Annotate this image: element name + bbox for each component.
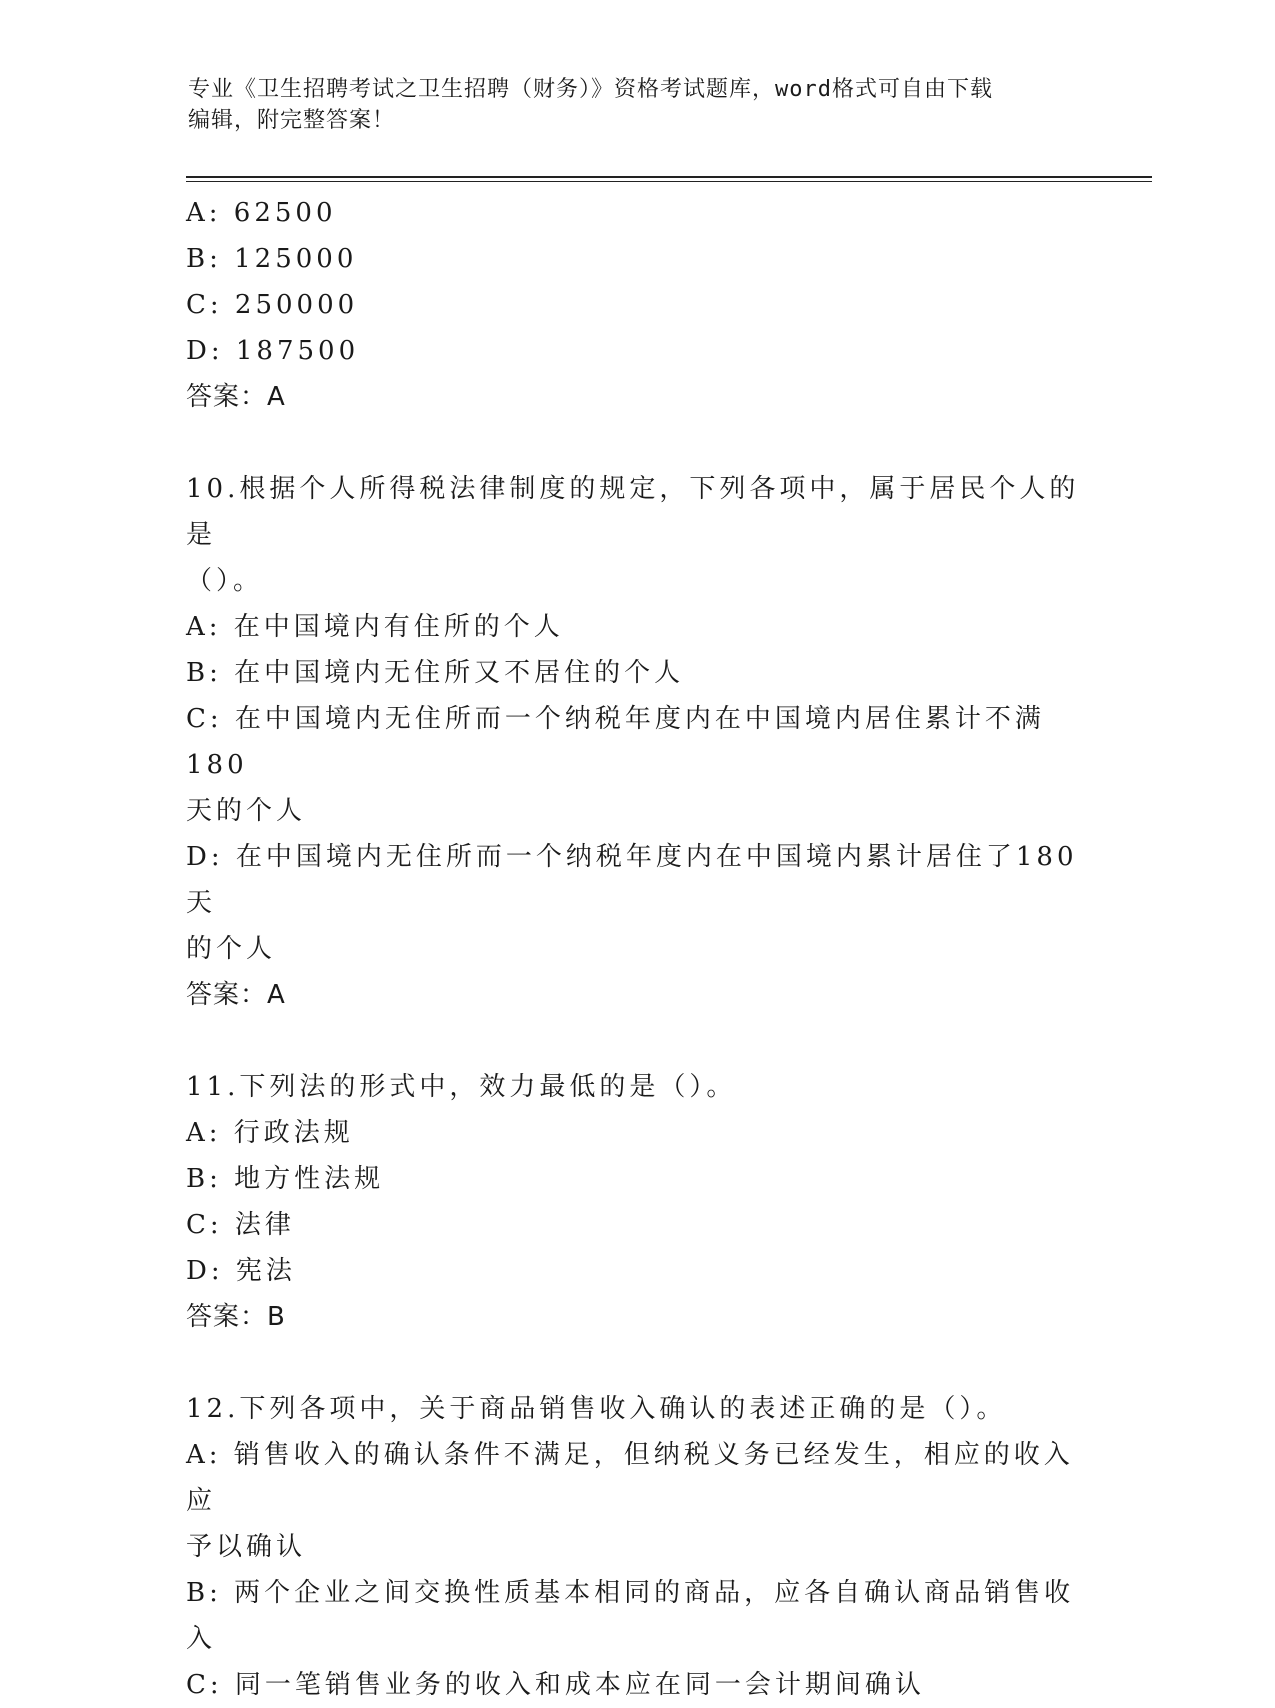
option-b: B: 125000 (186, 244, 358, 274)
option-a: A: 在中国境内有住所的个人 (186, 612, 564, 642)
option-d: D: 宪法 (186, 1256, 296, 1286)
option-b: B: 地方性法规 (186, 1164, 385, 1194)
option-a: A: 行政法规 (186, 1118, 354, 1148)
option-d: D: 在中国境内无住所而一个纳税年度内在中国境内累计居住了180天 (186, 842, 1078, 918)
question-list (186, 190, 1086, 1708)
answer: 答案：A (186, 382, 286, 412)
header-line-1: 专业《卫生招聘考试之卫生招聘（财务）》资格考试题库，word格式可自由下载 (188, 77, 993, 102)
option-c: C: 法律 (186, 1210, 295, 1240)
question-9-continued (186, 190, 1086, 420)
answer: 答案：A (186, 980, 286, 1010)
option-d: D: 187500 (186, 336, 360, 366)
spacer (186, 420, 1086, 466)
option-c-continued: 天的个人 (186, 796, 307, 826)
option-c: C: 250000 (186, 290, 359, 320)
header-divider-thick (186, 176, 1152, 178)
option-a-continued: 予以确认 (186, 1532, 307, 1562)
option-d-continued: 的个人 (186, 934, 277, 964)
option-b: B: 在中国境内无住所又不居住的个人 (186, 658, 685, 688)
option-b: B: 两个企业之间交换性质基本相同的商品，应各自确认商品销售收入 (186, 1578, 1075, 1654)
question-12 (186, 1386, 1086, 1708)
header-divider-thin (186, 181, 1152, 182)
option-a: A: 销售收入的确认条件不满足，但纳税义务已经发生，相应的收入应 (186, 1440, 1074, 1516)
question-stem: 12.下列各项中，关于商品销售收入确认的表述正确的是（）。 (186, 1394, 1007, 1424)
question-11 (186, 1064, 1086, 1340)
option-a: A: 62500 (186, 198, 337, 228)
question-10 (186, 466, 1086, 1018)
spacer (186, 1018, 1086, 1064)
header-line-2: 编辑，附完整答案！ (188, 108, 396, 133)
question-stem-continued: （）。 (186, 566, 264, 596)
option-c: C: 在中国境内无住所而一个纳税年度内在中国境内居住累计不满180 (186, 704, 1045, 780)
question-stem: 11.下列法的形式中，效力最低的是（）。 (186, 1072, 737, 1102)
answer: 答案：B (186, 1302, 286, 1332)
option-c: C: 同一笔销售业务的收入和成本应在同一会计期间确认 (186, 1670, 925, 1700)
question-stem: 10.根据个人所得税法律制度的规定，下列各项中，属于居民个人的是 (186, 474, 1080, 550)
spacer (186, 1340, 1086, 1386)
page-header (188, 74, 1068, 136)
